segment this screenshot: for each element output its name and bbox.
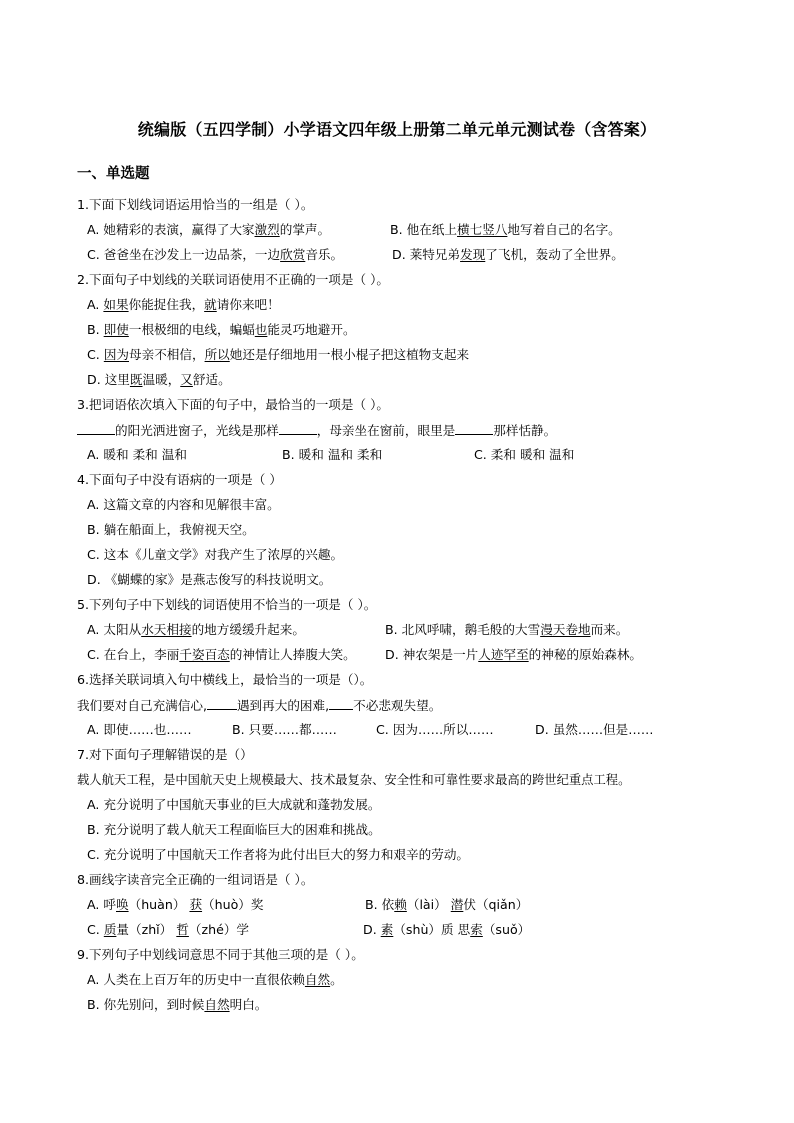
question-7-option-b: B. 充分说明了载人航天工程面临巨大的困难和挑战。: [87, 822, 381, 837]
question-6-option-b: B. 只要……都……: [232, 722, 337, 737]
question-3-option-a: A. 暖和 柔和 温和: [87, 447, 187, 462]
question-1-option-d: D. 莱特兄弟发现了飞机，轰动了全世界。: [392, 247, 624, 262]
question-6-option-d: D. 虽然……但是……: [535, 722, 654, 737]
question-1-stem: 1.下面下划线词语运用恰当的一组是（ ）。: [77, 197, 314, 212]
question-8-option-b: B. 依赖（lài） 潜伏（qiǎn）: [365, 897, 529, 912]
fill-blank: [207, 697, 237, 710]
fill-blank: [279, 422, 317, 435]
question-5-option-a: A. 太阳从水天相接的地方缓缓升起来。: [87, 622, 305, 637]
question-1-option-c: C. 爸爸坐在沙发上一边品茶，一边欣赏音乐。: [87, 247, 344, 262]
question-9-option-a: A. 人类在上百万年的历史中一直很依赖自然。: [87, 972, 343, 987]
fill-blank: [329, 697, 353, 710]
question-5-option-d: D. 神农架是一片人迹罕至的神秘的原始森林。: [385, 647, 642, 662]
question-7-option-a: A. 充分说明了中国航天事业的巨大成就和蓬勃发展。: [87, 797, 381, 812]
question-3-sentence: 的阳光洒进窗子，光线是那样 ，母亲坐在窗前，眼里是 那样恬静。: [77, 422, 556, 439]
question-4-stem: 4.下面句子中没有语病的一项是（ ）: [77, 472, 282, 487]
question-4-option-b: B. 躺在船面上，我俯视天空。: [87, 522, 255, 537]
question-2-option-c: C. 因为母亲不相信，所以她还是仔细地用一根小棍子把这植物支起来: [87, 347, 470, 362]
question-5-option-b: B. 北风呼啸，鹅毛般的大雪漫天卷地而来。: [385, 622, 629, 637]
question-7-stem: 7.对下面句子理解错误的是（）: [77, 747, 253, 762]
question-6-sentence: 我们要对自己充满信心, 遇到再大的困难, 不必悲观失望。: [77, 698, 442, 713]
question-7-passage: 载人航天工程，是中国航天史上规模最大、技术最复杂、安全性和可靠性要求最高的跨世纪重点工程。: [77, 773, 631, 787]
question-7-option-c: C. 充分说明了中国航天工作者将为此付出巨大的努力和艰辛的劳动。: [87, 847, 470, 862]
question-5-stem: 5.下列句子中下划线的词语使用不恰当的一项是（ ）。: [77, 597, 377, 612]
question-2-stem: 2.下面句子中划线的关联词语使用不正确的一项是（ ）。: [77, 272, 389, 287]
question-1-option-b: B. 他在纸上横七竖八地写着自己的名字。: [390, 222, 621, 237]
question-3-option-c: C. 柔和 暖和 温和: [474, 447, 575, 462]
question-8-option-d: D. 素（shù）质 思索（suǒ）: [363, 922, 531, 937]
fill-blank: [455, 422, 493, 435]
question-4-option-a: A. 这篇文章的内容和见解很丰富。: [87, 497, 280, 512]
question-3-stem: 3.把词语依次填入下面的句子中，最恰当的一项是（ ）。: [77, 397, 389, 412]
question-4-option-c: C. 这本《儿童文学》对我产生了浓厚的兴趣。: [87, 547, 344, 562]
question-1-option-a: A. 她精彩的表演，赢得了大家激烈的掌声。: [87, 222, 331, 237]
question-9-option-b: B. 你先别问，到时候自然明白。: [87, 997, 268, 1012]
question-6-option-a: A. 即使……也……: [87, 722, 192, 737]
question-2-option-b: B. 即使一根极细的电线，蝙蝠也能灵巧地避开。: [87, 322, 356, 337]
question-6-stem: 6.选择关联词填入句中横线上，最恰当的一项是（）。: [77, 672, 373, 687]
question-8-option-a: A. 呼唤（huàn） 获（huò）奖: [87, 897, 264, 912]
fill-blank: [77, 422, 115, 435]
question-9-stem: 9.下列句子中划线词意思不同于其他三项的是（ ）。: [77, 947, 364, 962]
question-8-option-c: C. 质量（zhǐ） 哲（zhé）学: [87, 922, 250, 937]
question-8-stem: 8.画线字读音完全正确的一组词语是（ ）。: [77, 872, 314, 887]
question-2-option-d: D. 这里既温暖，又舒适。: [87, 372, 231, 387]
document-title: 统编版（五四学制）小学语文四年级上册第二单元单元测试卷（含答案）: [137, 120, 657, 139]
question-5-option-c: C. 在台上，李丽千姿百态的神情让人捧腹大笑。: [87, 647, 356, 662]
question-6-option-c: C. 因为……所以……: [376, 722, 494, 737]
question-3-option-b: B. 暖和 温和 柔和: [282, 447, 383, 462]
question-2-option-a: A. 如果你能捉住我，就请你来吧！: [87, 297, 280, 312]
section-heading: 一、单选题: [77, 166, 150, 182]
question-4-option-d: D. 《蝴蝶的家》是燕志俊写的科技说明文。: [87, 572, 332, 587]
